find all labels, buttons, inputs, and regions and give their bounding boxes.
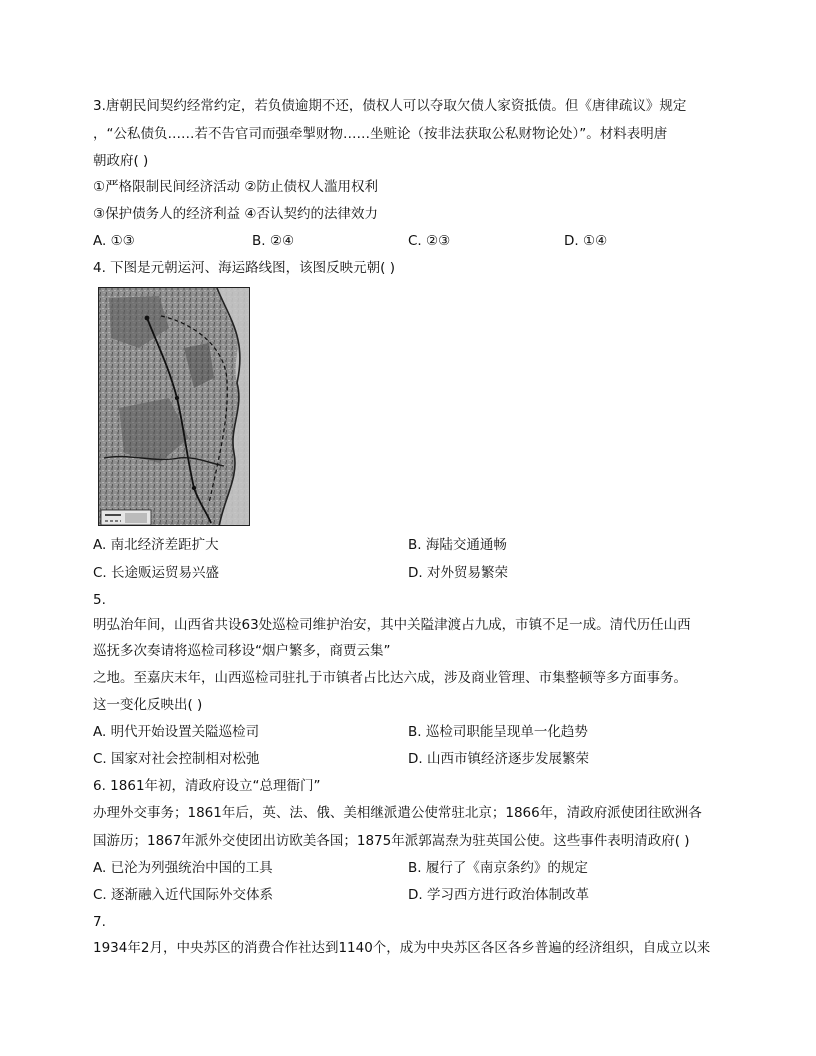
q6-option-c: C. 逐渐融入近代国际外交体系 (93, 887, 274, 903)
q4-option-b: B. 海陆交通通畅 (408, 537, 507, 553)
q5-option-d: D. 山西市镇经济逐步发展繁荣 (408, 751, 589, 767)
q3-option-c: C. ②③ (408, 233, 451, 249)
q5-option-b: B. 巡检司职能呈现单一化趋势 (408, 724, 588, 740)
q3-option-a: A. ①③ (93, 233, 135, 249)
map-image (99, 288, 250, 526)
q3-stem-line-3: 朝政府( ) (93, 153, 149, 169)
q5-stem-line-3: 之地。至嘉庆末年，山西巡检司驻扎于市镇者占比达六成，涉及商业管理、市集整顿等多方面事务。 (93, 670, 687, 686)
q6-option-b: B. 履行了《南京条约》的规定 (408, 860, 588, 876)
q6-option-d: D. 学习西方进行政治体制改革 (408, 887, 589, 903)
q5-stem-line-1: 明弘治年间，山西省共设63处巡检司维护治安，其中关隘津渡占九成，市镇不足一成。清代历任山西 (93, 617, 691, 633)
q3-option-d: D. ①④ (564, 233, 608, 249)
q4-stem: 4. 下图是元朝运河、海运路线图，该图反映元朝( ) (93, 260, 395, 276)
q7-number: 7. (93, 914, 106, 930)
q3-statements-1: ①严格限制民间经济活动 ②防止债权人滥用权利 (93, 179, 378, 195)
q7-stem-line-1: 1934年2月，中央苏区的消费合作社达到1140个，成为中央苏区各区各乡普遍的经济组织，自成立以来 (93, 940, 711, 956)
q4-option-a: A. 南北经济差距扩大 (93, 537, 219, 553)
yuan-canal-sea-route-map (98, 287, 250, 526)
q5-number: 5. (93, 592, 106, 608)
q6-option-a: A. 已沦为列强统治中国的工具 (93, 860, 273, 876)
q4-option-c: C. 长途贩运贸易兴盛 (93, 565, 220, 581)
q6-stem-line-3: 国游历；1867年派外交使团出访欧美各国；1875年派郭嵩焘为驻英国公使。这些事件表明清政府( ) (93, 833, 690, 849)
q3-stem-line-1: 3.唐朝民间契约经常约定，若负债逾期不还，债权人可以夺取欠债人家资抵债。但《唐律疏议》规定 (93, 98, 687, 114)
q3-option-b: B. ②④ (252, 233, 295, 249)
q5-option-a: A. 明代开始设置关隘巡检司 (93, 724, 260, 740)
q4-option-d: D. 对外贸易繁荣 (408, 565, 508, 581)
q3-statements-2: ③保护债务人的经济利益 ④否认契约的法律效力 (93, 206, 378, 222)
q5-option-c: C. 国家对社会控制相对松弛 (93, 751, 260, 767)
q6-stem-line-2: 办理外交事务；1861年后，英、法、俄、美相继派遣公使常驻北京；1866年，清政府派使团往欧洲各 (93, 805, 702, 821)
q6-stem-line-1: 6. 1861年初，清政府设立“总理衙门” (93, 778, 321, 794)
q5-stem-line-4: 这一变化反映出( ) (93, 697, 203, 713)
q5-stem-line-2: 巡抚多次奏请将巡检司移设“烟户繁多，商贾云集” (93, 643, 391, 659)
q3-stem-line-2: ，“公私债负……若不告官司而强牵掣财物……坐赃论（按非法获取公私财物论处）”。材料表明唐 (93, 126, 668, 142)
